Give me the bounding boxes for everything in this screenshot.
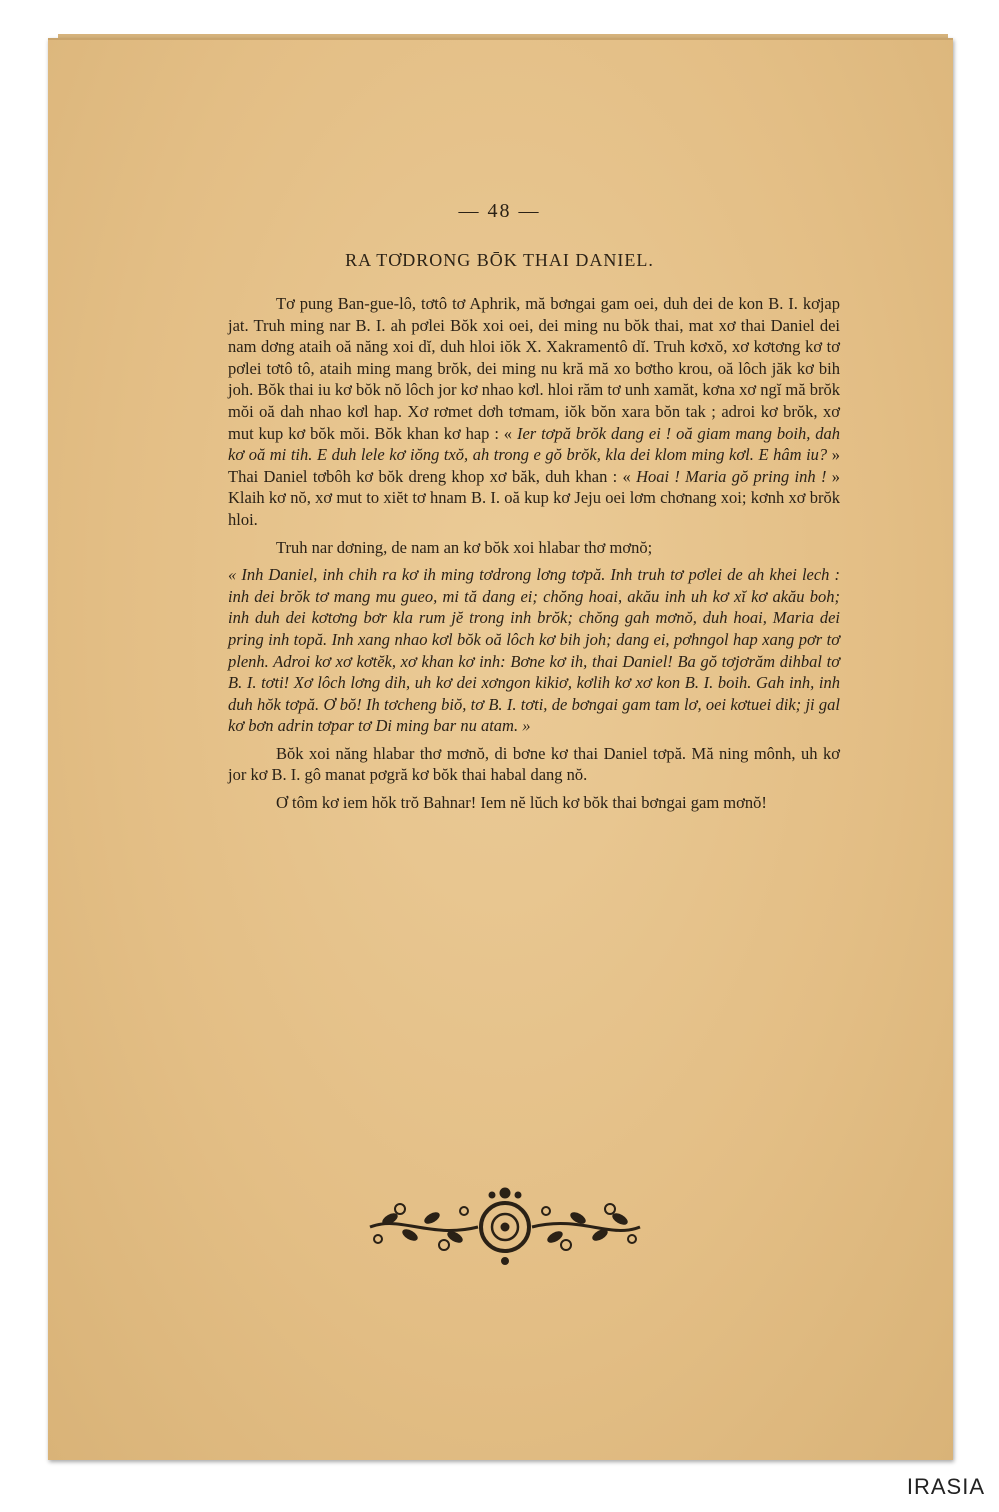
text-run: Bŏk xoi năng hlabar thơ mơnŏ, di bơne kơ thai Daniel tơpă. Mă ning mônh, uh kơ jor kơ B. I. gô manat pơgră kơ bŏk thai habal dang nŏ. <box>228 743 840 785</box>
paragraph-2 <box>228 537 840 559</box>
paragraph-4 <box>228 743 840 786</box>
floral-ornament-icon <box>360 1185 650 1265</box>
italic-run: Ier tơpă brŏk dang ei ! oă giam mang boih, dah kơ oă mi tih. E duh lele kơ iŏng txŏ, ah trong e gŏ brŏk, kla dei klom ming kơl. E hâm iu? <box>228 423 841 465</box>
text-run: » Thai Daniel tơbôh kơ bŏk dreng khop xơ băk, duh khan : « <box>228 445 840 486</box>
letter-quote <box>228 564 840 737</box>
irasia-watermark: IRASIA <box>906 1474 985 1499</box>
paragraph-1 <box>228 293 840 531</box>
italic-run: « Inh Daniel, inh chih ra kơ ih ming tơdrong lơng tơpă. Inh truh tơ pơlei de ah khei lech : inh dei brŏk tơ mang mu gueo, mi tă dang ei; chŏng hoai, akău inh uh kơ xĭ kơ akău boh; inh duh dei kơtơng bơr kla rum jĕ trong inh brŏk; chŏng gah mơnŏ, duh hoai, Maria dei pring inh topă. Inh xang nhao kơl bŏk oă lôch kơ bih joh; dang ei, pơhngol hap xang pơr tơ plenh. Adroi kơ xơ kơtĕk, xơ khan kơ inh: Bơne kơ ih, thai Daniel! Ba gŏ tơjơrăm dihbal tơ B. I. tơti! Xơ lôch lơng dih, uh kơ dei xơngon kikiơ, kơlih kơ xơ kon B. I. boih. Gah inh, inh duh hŏk tơpă. Ơ bŏ! Ih tơcheng biŏ, tơ B. I. tơti, de bơngai gam tam lơ, oei kơtuei dik; ji gal kơ bơn adrin tơpar tơ Di ming bar nu atam. » <box>228 565 840 736</box>
text-run: Ơ tôm kơ iem hŏk trŏ Bahnar! Iem nĕ lŭch kơ bŏk thai bơngai gam mơnŏ! <box>276 793 767 813</box>
text-run: Truh nar dơning, de nam an kơ bŏk xoi hlabar thơ mơnŏ; <box>276 537 653 557</box>
text-run: » Klaih kơ nŏ, xơ mut to xiĕt tơ hnam B. I. oă kup kơ Jeju oei lơm chơnang xoi; kơnh xơ brŏk hloi. <box>228 466 841 529</box>
page-number: — 48 — <box>458 200 541 222</box>
body-text <box>228 293 840 820</box>
page-title: RA TƠDRONG BŌK THAI DANIEL. <box>345 250 654 270</box>
italic-run: Hoai ! Maria gŏ pring inh ! <box>636 466 827 486</box>
paragraph-5 <box>228 792 840 814</box>
text-run: Tơ pung Ban-gue-lô, tơtô tơ Aphrik, mă bơngai gam oei, duh dei de kon B. I. kơjap jat. Truh ming nar B. I. ah pơlei Bŏk xoi oei, dei ming nu bŏk thai, mat xơ thai Daniel dei nam dơng ataih oă năng xoi dĭ, duh hloi iŏk X. Xakramentô dĭ. Truh kơxŏ, xơ kơtơng kơ tơ pơlei tơtô tô, ataih ming mang brŏk, dei ming nu kră mă xo bơtho krou, oă lôch jăk kơ bih joh. Bŏk thai iu kơ bŏk nŏ lôch jor kơ nhao kơl. hloi răm tơ unh xamăt, kơna xơ ngĭ mă brŏk mŏi oă dah nhao kơl hap. Xơ rơmet dơh tơmam, iŏk bŏn xara bŏn tak ; adroi kơ brŏk, xơ mut kup kơ bŏk mŏi. Bŏk khan kơ hap : « <box>228 294 840 443</box>
